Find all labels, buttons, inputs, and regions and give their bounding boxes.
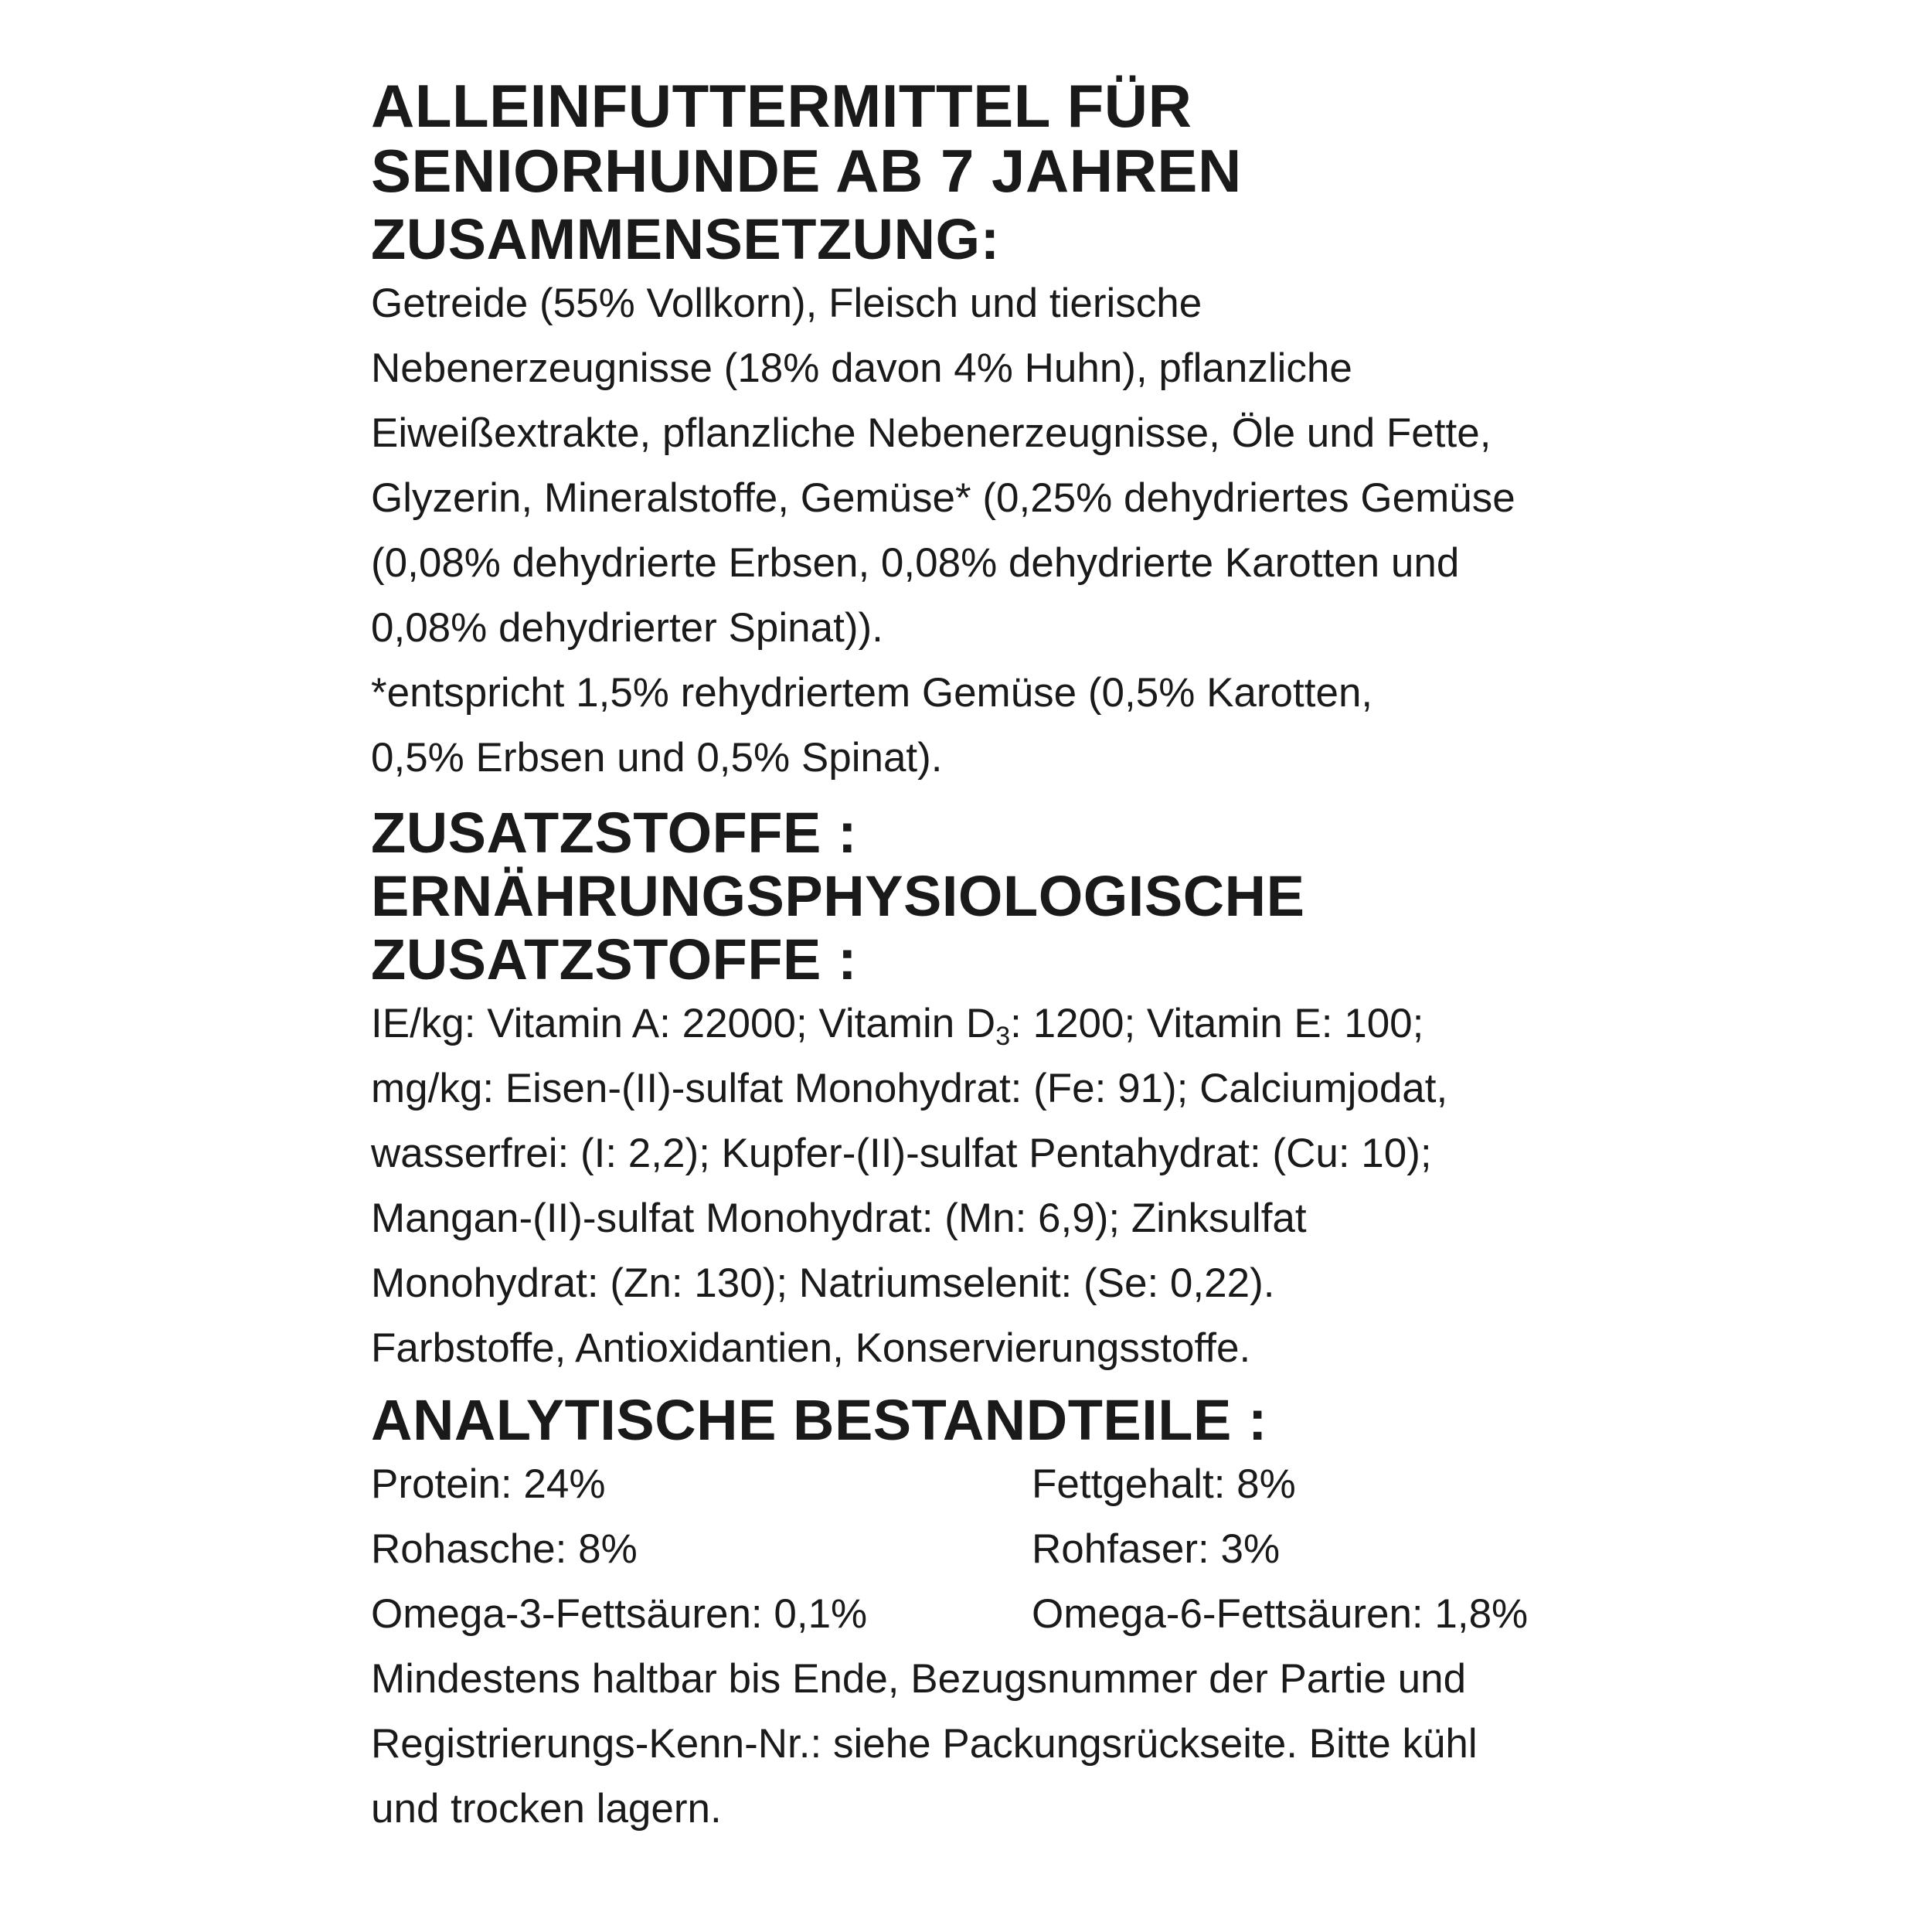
vitamin-d-subscript: 3 <box>995 1022 1011 1051</box>
additives-text <box>371 992 1592 1381</box>
analysis-table <box>371 1452 1592 1647</box>
vitamins-text-end: : 1200; Vitamin E: 100; <box>1010 1001 1424 1046</box>
additives-line: Monohydrat: (Zn: 130); Natriumselenit: (Se: 0,22). <box>371 1260 1275 1306</box>
composition-text <box>371 271 1592 791</box>
composition-line: (0,08% dehydrierte Erbsen, 0,08% dehydrierte Karotten und <box>371 540 1460 586</box>
composition-heading: ZUSAMMENSETZUNG: <box>371 207 1000 271</box>
composition-footnote-line: 0,5% Erbsen und 0,5% Spinat). <box>371 735 943 781</box>
analysis-value: Omega-6-Fettsäuren: 1,8% <box>1032 1591 1529 1637</box>
product-title-line-2: SENIORHUNDE AB 7 JAHREN <box>371 137 1242 205</box>
analysis-value: Rohasche: 8% <box>371 1526 638 1572</box>
additives-line: Farbstoffe, Antioxidantien, Konservierungsstoffe. <box>371 1325 1251 1371</box>
additives-heading-line-1: ZUSATZSTOFFE : <box>371 801 858 865</box>
analysis-value: Rohfaser: 3% <box>1032 1526 1281 1572</box>
composition-line: 0,08% dehydrierter Spinat)). <box>371 605 883 651</box>
storage-note <box>371 1647 1592 1842</box>
analysis-value: Omega-3-Fettsäuren: 0,1% <box>371 1591 868 1637</box>
composition-footnote-line: *entspricht 1,5% rehydriertem Gemüse (0,5% Karotten, <box>371 670 1373 716</box>
additives-line: Mangan-(II)-sulfat Monohydrat: (Mn: 6,9); Zinksulfat <box>371 1196 1307 1241</box>
additives-line: wasserfrei: (I: 2,2); Kupfer-(II)-sulfat Pentahydrat: (Cu: 10); <box>371 1131 1432 1176</box>
analysis-value: Fettgehalt: 8% <box>1032 1461 1296 1507</box>
storage-note-line: Registrierungs-Kenn-Nr.: siehe Packungsrückseite. Bitte kühl <box>371 1721 1478 1767</box>
product-title <box>371 73 1592 203</box>
composition-line: Nebenerzeugnisse (18% davon 4% Huhn), pflanzliche <box>371 345 1352 391</box>
analysis-value: Protein: 24% <box>371 1461 606 1507</box>
composition-line: Glyzerin, Mineralstoffe, Gemüse* (0,25% dehydriertes Gemüse <box>371 475 1515 521</box>
feeding-label <box>371 73 1592 1842</box>
additives-heading-line-3: ZUSATZSTOFFE : <box>371 927 858 992</box>
composition-line: Getreide (55% Vollkorn), Fleisch und tierische <box>371 281 1202 326</box>
additives-heading <box>371 801 1592 992</box>
additives-line: mg/kg: Eisen-(II)-sulfat Monohydrat: (Fe: 91); Calciumjodat, <box>371 1066 1448 1111</box>
vitamins-text-start: IE/kg: Vitamin A: 22000; Vitamin D <box>371 1001 996 1046</box>
additives-heading-line-2: ERNÄHRUNGSPHYSIOLOGISCHE <box>371 864 1305 928</box>
storage-note-line: Mindestens haltbar bis Ende, Bezugsnummer der Partie und <box>371 1656 1467 1702</box>
product-title-line-1: ALLEINFUTTERMITTEL FÜR <box>371 72 1192 140</box>
composition-line: Eiweißextrakte, pflanzliche Nebenerzeugnisse, Öle und Fette, <box>371 410 1492 456</box>
vitamins-line <box>371 992 1592 1056</box>
storage-note-line: und trocken lagern. <box>371 1786 722 1832</box>
analysis-heading: ANALYTISCHE BESTANDTEILE : <box>371 1388 1268 1452</box>
